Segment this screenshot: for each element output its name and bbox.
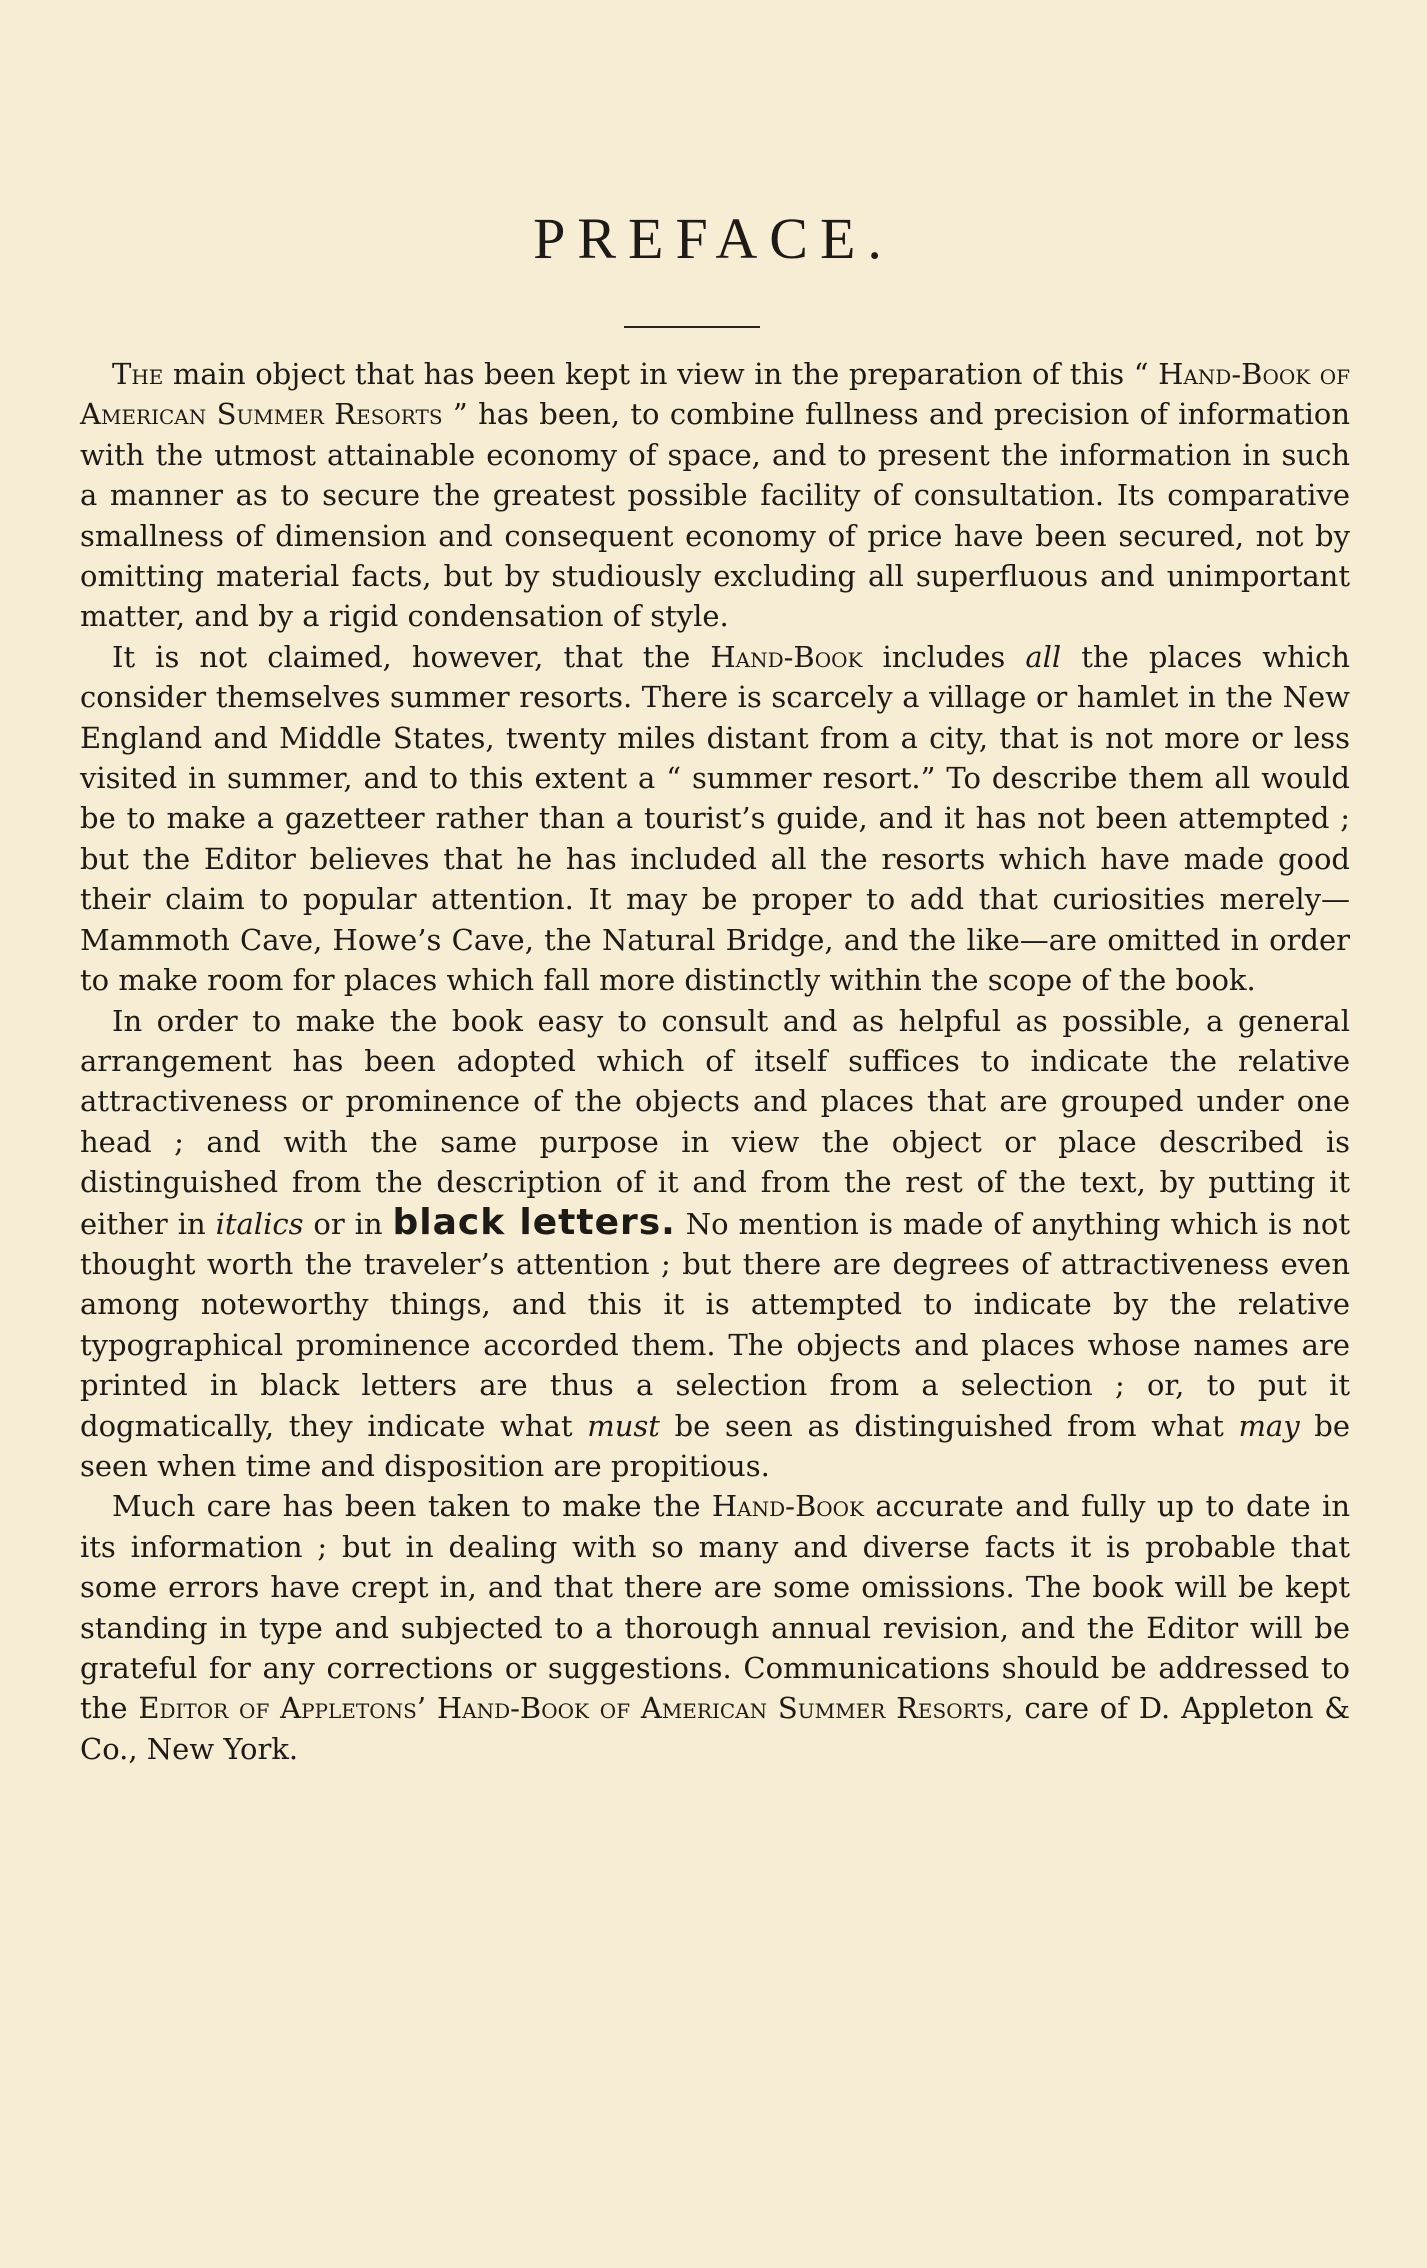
preface-paragraph [80, 1001, 1350, 1487]
text-run: main object that has been kept in view in the preparation of this “ [163, 357, 1159, 391]
text-run: Much care has been taken to make the [112, 1489, 712, 1524]
italic-text: all [1025, 639, 1062, 674]
text-run: In order to make the book easy to consult and as helpful as possible, a general arrangement has been adopted which of itself suffices to indicate the relative attractiveness or prominence of the objects and places that are grouped under one head ; and with the same purpose in view the object or place described is distinguished from the description of it and from the rest of the text, by putting it either in [80, 1003, 1350, 1241]
text-run: It is not claimed, however, that the [112, 639, 711, 674]
small-caps-text: Editor of Appletons’ Hand-Book of American Summer Resorts [138, 1691, 1005, 1726]
text-run: , care of D. Appleton & Co., New York. [80, 1691, 1351, 1766]
text-run: the places which consider themselves summer resorts. There is scarcely a village or hamlet in the New England and Middle States, twenty miles distant from a city, that is not more or less visited in summer, and to this extent a “ summer resort.” To describe them all would be to make a gazetteer rather than a tourist’s guide, and it has not been attempted ; but the Editor believes that he has included all the resorts which have made good their claim to popular attention. It may be proper to add that curiosities merely—Mammoth Cave, Howe’s Cave, the Natural Bridge, and the like—are omitted in order to make room for places which fall more distinctly within the scope of the book. [80, 639, 1350, 998]
small-caps-text: Hand-Book of American Summer Resorts [80, 357, 1350, 432]
text-run: be seen as distinguished from what [659, 1408, 1239, 1443]
text-run: be seen when time and disposition are propitious. [80, 1408, 1350, 1483]
text-run: ” has been, to combine fullness and precision of information with the utmost attainable economy of space, and to present the information in such a manner as to secure the greatest possible facility of consultation. Its comparative smallness of dimension and consequent economy of price have been secured, not by omitting material facts, but by studiously excluding all superfluous and unimportant matter, and by a rigid condensation of style. [80, 397, 1351, 634]
black-letter-text: black letters. [392, 1201, 676, 1243]
page-title: PREFACE. [533, 206, 894, 271]
italic-text: may [1238, 1408, 1300, 1443]
small-caps-text: Hand-Book [711, 1489, 864, 1524]
title-rule [624, 326, 760, 328]
small-caps-text: Hand-Book [710, 639, 863, 674]
text-run: No mention is made of anything which is not thought worth the traveler’s attention ; but there are degrees of attractiveness even among noteworthy things, and this it is attempted to indicate by the relative typographical prominence accorded them. The objects and places whose names are printed in black letters are thus a selection from a selection ; or, to put it dogmatically, they indicate what [80, 1206, 1350, 1443]
italic-text: must [587, 1408, 660, 1443]
preface-paragraph [80, 354, 1350, 637]
small-caps-text: The [112, 357, 164, 391]
preface-paragraph [80, 637, 1350, 1001]
preface-body [80, 354, 1350, 1769]
italic-text: italics [215, 1206, 304, 1241]
text-run: accurate and fully up to date in its information ; but in dealing with so many and diverse facts it is probable that some errors have crept in, and that there are some omissions. The book will be kept standing in type and subjected to a thorough annual revision, and the Editor will be grateful for any corrections or suggestions. Communications should be addressed to the [80, 1489, 1350, 1726]
preface-paragraph [80, 1486, 1350, 1769]
text-run: or in [303, 1206, 393, 1241]
text-run: includes [862, 639, 1026, 674]
